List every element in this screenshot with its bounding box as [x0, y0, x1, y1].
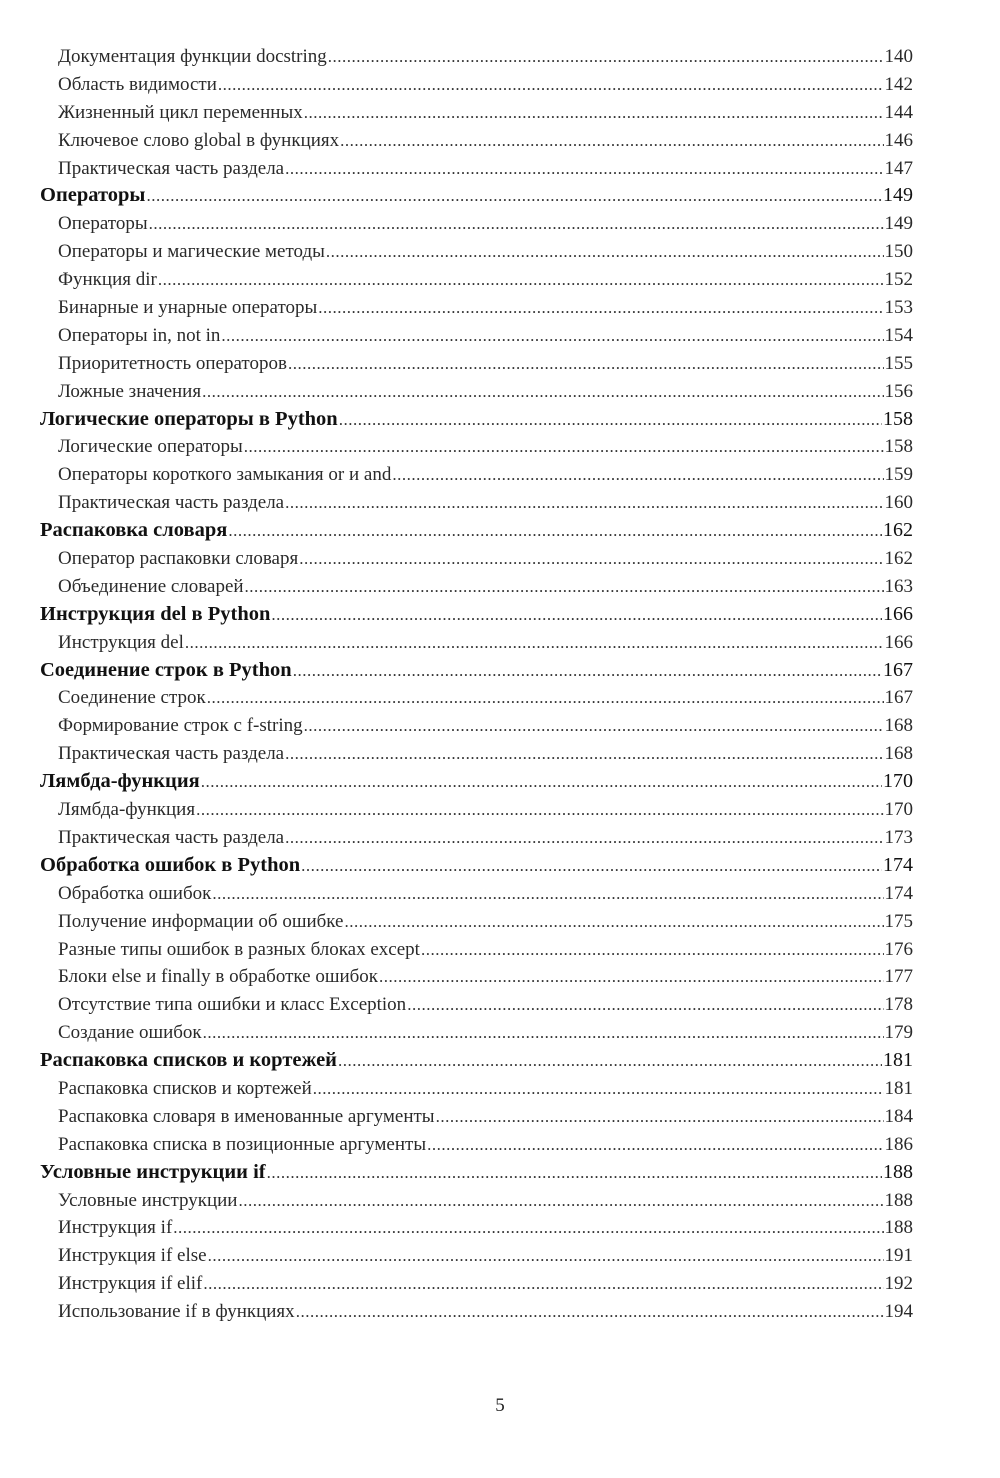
dot-leader	[301, 852, 882, 880]
toc-section-entry	[40, 155, 913, 183]
toc-entry-page-number: 167	[884, 687, 913, 709]
toc-chapter-entry	[40, 601, 913, 629]
dot-leader	[338, 1047, 882, 1075]
toc-entry-title: Инструкция if else	[58, 1245, 207, 1267]
toc-entry-page-number: 162	[883, 519, 913, 542]
toc-entry-page-number: 155	[884, 352, 913, 374]
dot-leader	[245, 573, 884, 601]
toc-section-entry	[40, 573, 913, 601]
toc-section-entry	[40, 991, 913, 1019]
toc-entry-title: Ключевое слово global в функциях	[58, 129, 340, 151]
dot-leader	[407, 991, 883, 1019]
dot-leader	[318, 294, 883, 322]
toc-entry-title: Отсутствие типа ошибки и класс Exception	[58, 994, 407, 1016]
toc-entry-page-number: 150	[884, 241, 913, 263]
dot-leader	[421, 936, 884, 964]
toc-section-entry	[40, 963, 913, 991]
toc-entry-page-number: 188	[883, 1160, 913, 1183]
toc-entry-title: Операторы	[40, 184, 146, 207]
dot-leader	[212, 880, 883, 908]
toc-entry-title: Разные типы ошибок в разных блоках except	[58, 938, 420, 960]
toc-entry-page-number: 146	[884, 129, 913, 151]
dot-leader	[392, 461, 883, 489]
toc-entry-page-number: 156	[884, 380, 913, 402]
dot-leader	[328, 43, 884, 71]
toc-chapter-entry	[40, 406, 913, 434]
dot-leader	[228, 517, 882, 545]
toc-entry-page-number: 160	[884, 492, 913, 514]
toc-entry-page-number: 154	[884, 324, 913, 346]
toc-section-entry	[40, 1103, 913, 1131]
toc-entry-title: Операторы	[58, 213, 148, 235]
toc-entry-page-number: 142	[884, 73, 913, 95]
toc-entry-page-number: 170	[883, 770, 913, 793]
toc-chapter-entry	[40, 182, 913, 210]
dot-leader	[271, 601, 882, 629]
toc-entry-page-number: 177	[884, 966, 913, 988]
toc-entry-title: Жизненный цикл переменных	[58, 101, 303, 123]
toc-entry-title: Операторы in, not in	[58, 324, 221, 346]
toc-chapter-entry	[40, 657, 913, 685]
dot-leader	[208, 1242, 884, 1270]
toc-section-entry	[40, 712, 913, 740]
toc-entry-title: Получение информации об ошибке	[58, 910, 344, 932]
toc-section-entry	[40, 740, 913, 768]
toc-entry-title: Практическая часть раздела	[58, 826, 285, 848]
toc-section-entry	[40, 684, 913, 712]
toc-entry-page-number: 162	[884, 548, 913, 570]
toc-entry-title: Соединение строк	[58, 687, 206, 709]
toc-entry-title: Использование if в функциях	[58, 1301, 295, 1323]
toc-entry-page-number: 166	[883, 602, 913, 625]
toc-section-entry	[40, 908, 913, 936]
table-of-contents	[40, 43, 913, 1326]
toc-entry-title: Условные инструкции	[58, 1189, 238, 1211]
dot-leader	[202, 378, 883, 406]
toc-entry-page-number: 184	[884, 1105, 913, 1127]
toc-section-entry	[40, 1019, 913, 1047]
dot-leader	[304, 99, 884, 127]
toc-entry-title: Практическая часть раздела	[58, 492, 285, 514]
dot-leader	[173, 1214, 883, 1242]
toc-section-entry	[40, 322, 913, 350]
toc-entry-page-number: 163	[884, 575, 913, 597]
dot-leader	[340, 127, 883, 155]
toc-entry-title: Условные инструкции if	[40, 1160, 266, 1183]
dot-leader	[203, 1270, 883, 1298]
dot-leader	[218, 71, 884, 99]
dot-leader	[288, 350, 884, 378]
toc-section-entry	[40, 350, 913, 378]
toc-entry-title: Область видимости	[58, 73, 217, 95]
toc-entry-page-number: 144	[884, 101, 913, 123]
dot-leader	[158, 266, 884, 294]
dot-leader	[285, 824, 883, 852]
page-number: 5	[495, 1395, 505, 1416]
toc-entry-page-number: 170	[884, 799, 913, 821]
dot-leader	[185, 629, 884, 657]
toc-entry-page-number: 168	[884, 715, 913, 737]
toc-entry-title: Блоки else и finally в обработке ошибок	[58, 966, 379, 988]
toc-section-entry	[40, 266, 913, 294]
toc-entry-page-number: 173	[884, 826, 913, 848]
toc-entry-page-number: 159	[884, 464, 913, 486]
toc-entry-page-number: 140	[884, 46, 913, 67]
toc-entry-page-number: 176	[884, 938, 913, 960]
toc-entry-title: Функция dir	[58, 269, 157, 291]
toc-section-entry	[40, 1214, 913, 1242]
toc-section-entry	[40, 545, 913, 573]
toc-entry-page-number: 158	[884, 436, 913, 458]
toc-entry-page-number: 192	[884, 1273, 913, 1295]
toc-entry-title: Инструкция if	[58, 1217, 173, 1239]
dot-leader	[221, 322, 883, 350]
dot-leader	[207, 684, 884, 712]
dot-leader	[293, 657, 882, 685]
toc-entry-page-number: 175	[884, 910, 913, 932]
toc-entry-title: Оператор распаковки словаря	[58, 548, 299, 570]
toc-entry-title: Создание ошибок	[58, 1022, 202, 1044]
toc-section-entry	[40, 210, 913, 238]
toc-entry-page-number: 149	[883, 184, 913, 207]
toc-section-entry	[40, 824, 913, 852]
dot-leader	[285, 489, 883, 517]
toc-chapter-entry	[40, 852, 913, 880]
toc-entry-page-number: 181	[884, 1077, 913, 1099]
toc-entry-title: Инструкция del в Python	[40, 602, 271, 625]
toc-entry-title: Операторы и магические методы	[58, 241, 325, 263]
dot-leader	[427, 1131, 883, 1159]
toc-section-entry	[40, 1131, 913, 1159]
toc-section-entry	[40, 1270, 913, 1298]
toc-section-entry	[40, 99, 913, 127]
dot-leader	[304, 712, 884, 740]
toc-entry-page-number: 158	[883, 407, 913, 430]
dot-leader	[326, 238, 884, 266]
toc-section-entry	[40, 433, 913, 461]
dot-leader	[201, 768, 882, 796]
toc-entry-page-number: 186	[884, 1133, 913, 1155]
dot-leader	[313, 1075, 884, 1103]
toc-entry-title: Распаковка списков и кортежей	[58, 1077, 312, 1099]
toc-entry-page-number: 174	[883, 853, 913, 876]
dot-leader	[149, 210, 884, 238]
toc-entry-title: Объединение словарей	[58, 575, 244, 597]
dot-leader	[244, 433, 884, 461]
toc-entry-title: Лямбда-функция	[40, 770, 200, 793]
toc-section-entry	[40, 796, 913, 824]
dot-leader	[203, 1019, 884, 1047]
toc-entry-page-number: 188	[884, 1217, 913, 1239]
dot-leader	[267, 1159, 882, 1187]
toc-entry-page-number: 147	[884, 157, 913, 179]
toc-section-entry	[40, 378, 913, 406]
toc-entry-title: Формирование строк с f-string	[58, 715, 303, 737]
toc-section-entry	[40, 1242, 913, 1270]
toc-entry-title: Бинарные и унарные операторы	[58, 297, 318, 319]
toc-chapter-entry	[40, 1047, 913, 1075]
toc-entry-title: Логические операторы в Python	[40, 407, 338, 430]
toc-entry-page-number: 191	[884, 1245, 913, 1267]
toc-entry-page-number: 152	[884, 269, 913, 291]
toc-entry-title: Обработка ошибок	[58, 882, 212, 904]
dot-leader	[436, 1103, 884, 1131]
toc-entry-page-number: 194	[884, 1301, 913, 1323]
toc-entry-title: Операторы короткого замыкания or и and	[58, 464, 392, 486]
toc-entry-page-number: 174	[884, 882, 913, 904]
toc-section-entry	[40, 880, 913, 908]
toc-section-entry	[40, 238, 913, 266]
toc-entry-title: Распаковка списка в позиционные аргументы	[58, 1133, 427, 1155]
toc-section-entry	[40, 936, 913, 964]
dot-leader	[344, 908, 883, 936]
toc-entry-title: Лямбда-функция	[58, 799, 196, 821]
toc-entry-title: Обработка ошибок в Python	[40, 853, 301, 876]
toc-entry-page-number: 178	[884, 994, 913, 1016]
dot-leader	[285, 155, 883, 183]
toc-entry-title: Приоритетность операторов	[58, 352, 287, 374]
dot-leader	[339, 406, 882, 434]
toc-chapter-entry	[40, 1159, 913, 1187]
toc-entry-title: Соединение строк в Python	[40, 658, 292, 681]
toc-section-entry	[40, 629, 913, 657]
toc-entry-page-number: 179	[884, 1022, 913, 1044]
toc-chapter-entry	[40, 768, 913, 796]
toc-entry-page-number: 188	[884, 1189, 913, 1211]
dot-leader	[285, 740, 883, 768]
toc-section-entry	[40, 1298, 913, 1326]
toc-entry-title: Практическая часть раздела	[58, 157, 285, 179]
toc-entry-page-number: 166	[884, 631, 913, 653]
toc-section-entry	[40, 43, 913, 71]
toc-section-entry	[40, 1075, 913, 1103]
toc-entry-title: Инструкция if elif	[58, 1273, 203, 1295]
toc-chapter-entry	[40, 517, 913, 545]
dot-leader	[296, 1298, 884, 1326]
toc-entry-page-number: 167	[883, 658, 913, 681]
toc-section-entry	[40, 1187, 913, 1215]
toc-entry-page-number: 153	[884, 297, 913, 319]
toc-section-entry	[40, 461, 913, 489]
toc-section-entry	[40, 127, 913, 155]
dot-leader	[196, 796, 883, 824]
toc-section-entry	[40, 71, 913, 99]
toc-entry-title: Ложные значения	[58, 380, 202, 402]
toc-entry-title: Инструкция del	[58, 631, 184, 653]
toc-entry-title: Практическая часть раздела	[58, 743, 285, 765]
toc-entry-title: Распаковка списков и кортежей	[40, 1049, 337, 1072]
dot-leader	[146, 182, 882, 210]
toc-section-entry	[40, 489, 913, 517]
dot-leader	[379, 963, 883, 991]
dot-leader	[299, 545, 883, 573]
toc-section-entry	[40, 294, 913, 322]
toc-entry-title: Распаковка словаря	[40, 519, 228, 542]
toc-entry-title: Документация функции docstring	[58, 46, 327, 67]
toc-entry-page-number: 181	[883, 1049, 913, 1072]
toc-entry-page-number: 168	[884, 743, 913, 765]
toc-entry-title: Распаковка словаря в именованные аргументы	[58, 1105, 435, 1127]
toc-entry-title: Логические операторы	[58, 436, 243, 458]
toc-entry-page-number: 149	[884, 213, 913, 235]
dot-leader	[238, 1187, 883, 1215]
